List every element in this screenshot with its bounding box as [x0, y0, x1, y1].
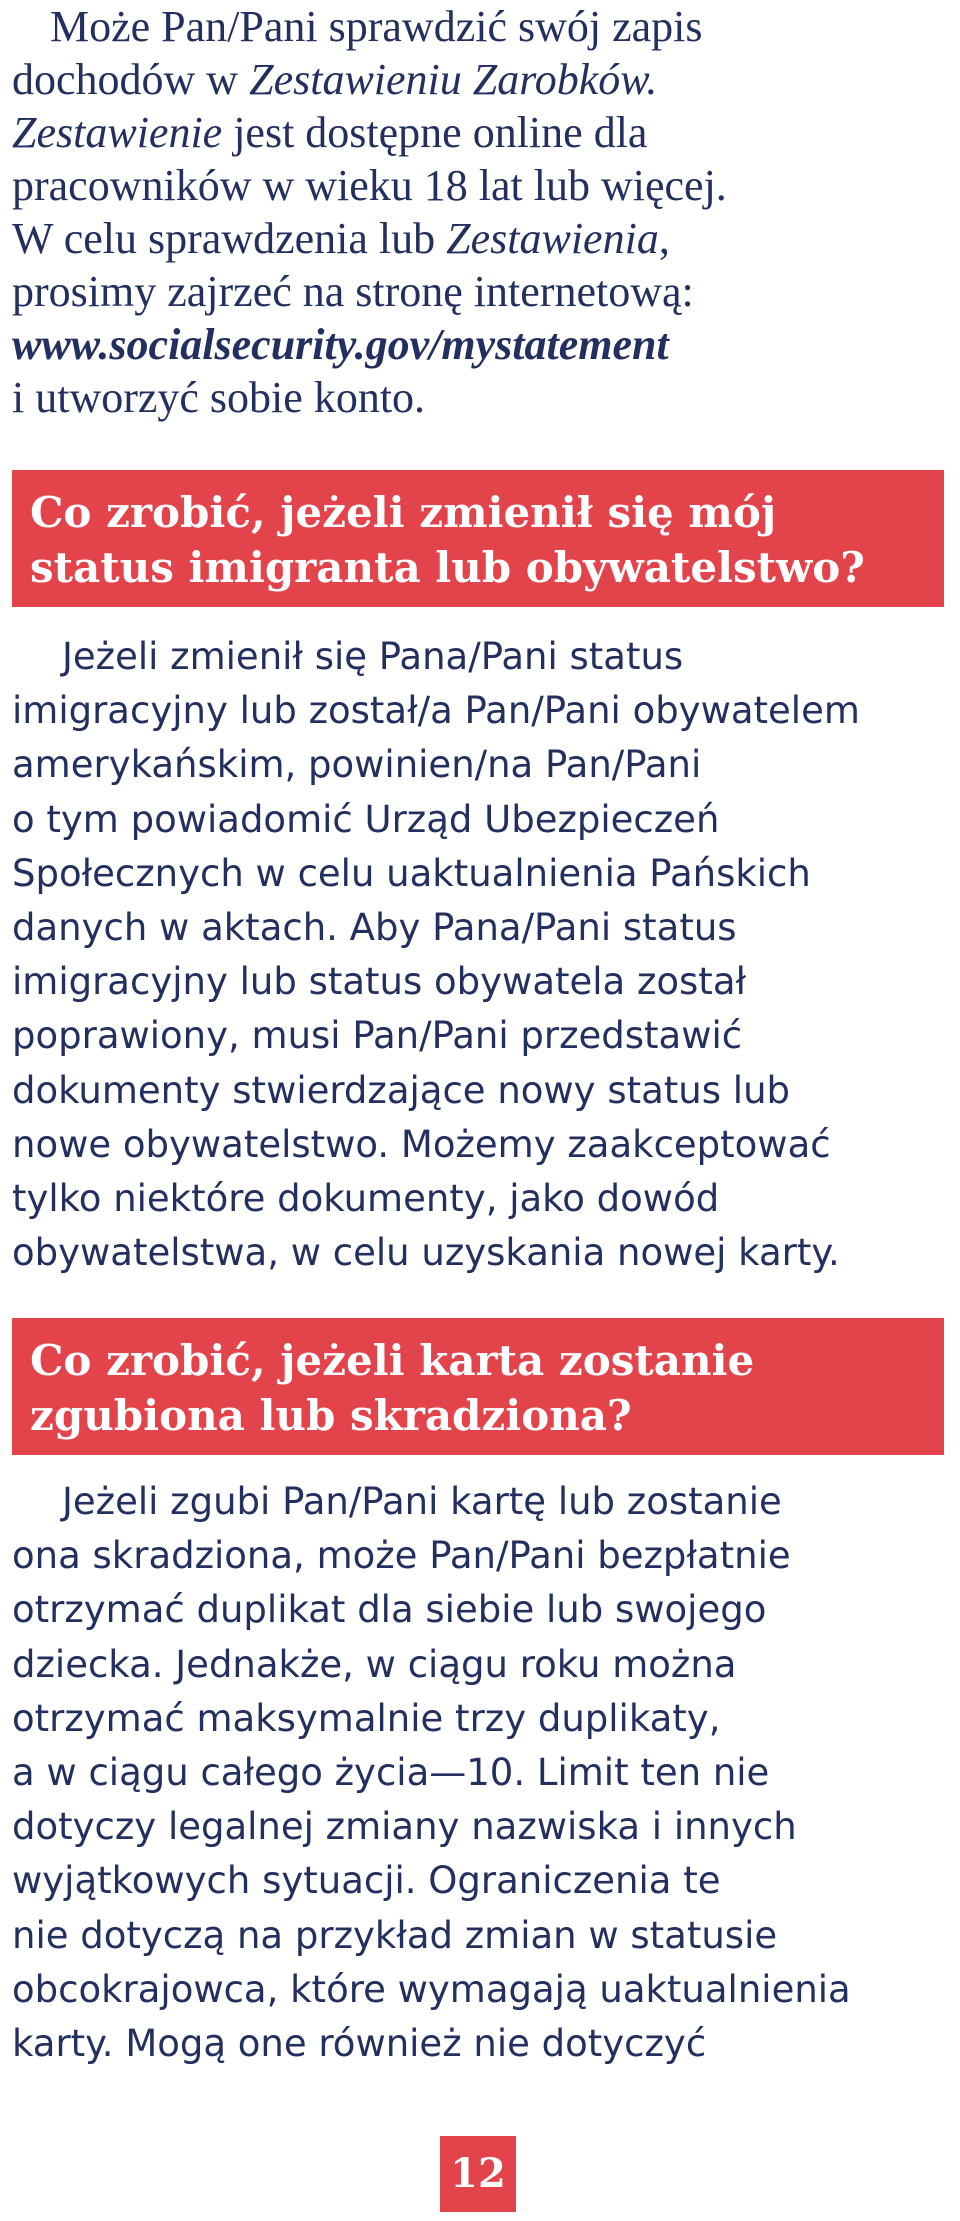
intro-line: Może Pan/Pani sprawdzić swój zapis	[50, 2, 703, 51]
statement-title: Zestawienie	[12, 108, 223, 157]
intro-line: i utworzyć sobie konto.	[12, 373, 426, 422]
body-line: Jeżeli zgubi Pan/Pani kartę lub zostanie	[62, 1480, 782, 1523]
body-line: a w ciągu całego życia—10. Limit ten nie	[12, 1751, 770, 1795]
body-line: poprawiony, musi Pan/Pani przedstawić	[12, 1014, 743, 1058]
body-line: ona skradziona, może Pan/Pani bezpłatnie	[12, 1534, 791, 1578]
body-line: danych w aktach. Aby Pana/Pani status	[12, 906, 737, 950]
statement-title: Zestawieniu Zarobków.	[249, 55, 658, 104]
heading-line: status imigranta lub obywatelstwo?	[30, 543, 865, 592]
body-line: wyjątkowych sytuacji. Ograniczenia te	[12, 1859, 721, 1903]
intro-line: W celu sprawdzenia lub Zestawienia,	[12, 214, 670, 263]
body-line: o tym powiadomić Urząd Ubezpieczeń	[12, 797, 720, 841]
intro-line: pracowników w wieku 18 lat lub więcej.	[12, 161, 727, 210]
page-number-badge: 12	[440, 2136, 516, 2212]
body-line: dotyczy legalnej zmiany nazwiska i innych	[12, 1805, 797, 1849]
section-body-lost-card	[12, 1475, 942, 2071]
body-line: karty. Mogą one również nie dotyczyć	[12, 2022, 707, 2066]
statement-title: Zestawienia	[446, 214, 659, 263]
body-line: Jeżeli zmienił się Pana/Pani status	[62, 635, 684, 678]
intro-line: dochodów w Zestawieniu Zarobków.	[12, 55, 658, 104]
body-line: Społecznych w celu uaktualnienia Pańskich	[12, 851, 811, 895]
intro-line: Zestawienie jest dostępne online dla	[12, 108, 648, 157]
section-heading-immigration-status	[12, 470, 944, 607]
body-line: obywatelstwa, w celu uzyskania nowej karty.	[12, 1231, 840, 1275]
section-body-immigration-status	[12, 630, 942, 1280]
body-line: imigracyjny lub został/a Pan/Pani obywatelem	[12, 689, 860, 733]
body-line: otrzymać duplikat dla siebie lub swojego	[12, 1588, 767, 1632]
section-heading-lost-card	[12, 1318, 944, 1455]
intro-paragraph	[12, 0, 942, 424]
heading-line: Co zrobić, jeżeli karta zostanie	[30, 1336, 755, 1385]
body-line: dokumenty stwierdzające nowy status lub	[12, 1068, 791, 1112]
body-line: otrzymać maksymalnie trzy duplikaty,	[12, 1696, 721, 1740]
body-line: tylko niektóre dokumenty, jako dowód	[12, 1177, 720, 1221]
body-line: nie dotyczą na przykład zmian w statusie	[12, 1913, 778, 1957]
heading-line: zgubiona lub skradziona?	[30, 1391, 632, 1440]
heading-line: Co zrobić, jeżeli zmienił się mój	[30, 488, 777, 537]
website-link[interactable]: www.socialsecurity.gov/mystatement	[12, 320, 669, 369]
body-line: nowe obywatelstwo. Możemy zaakceptować	[12, 1122, 831, 1166]
body-line: imigracyjny lub status obywatela został	[12, 960, 747, 1004]
body-line: dziecka. Jednakże, w ciągu roku można	[12, 1642, 737, 1686]
body-line: amerykańskim, powinien/na Pan/Pani	[12, 743, 702, 787]
intro-line: prosimy zajrzeć na stronę internetową:	[12, 267, 694, 316]
body-line: obcokrajowca, które wymagają uaktualnienia	[12, 1967, 851, 2011]
